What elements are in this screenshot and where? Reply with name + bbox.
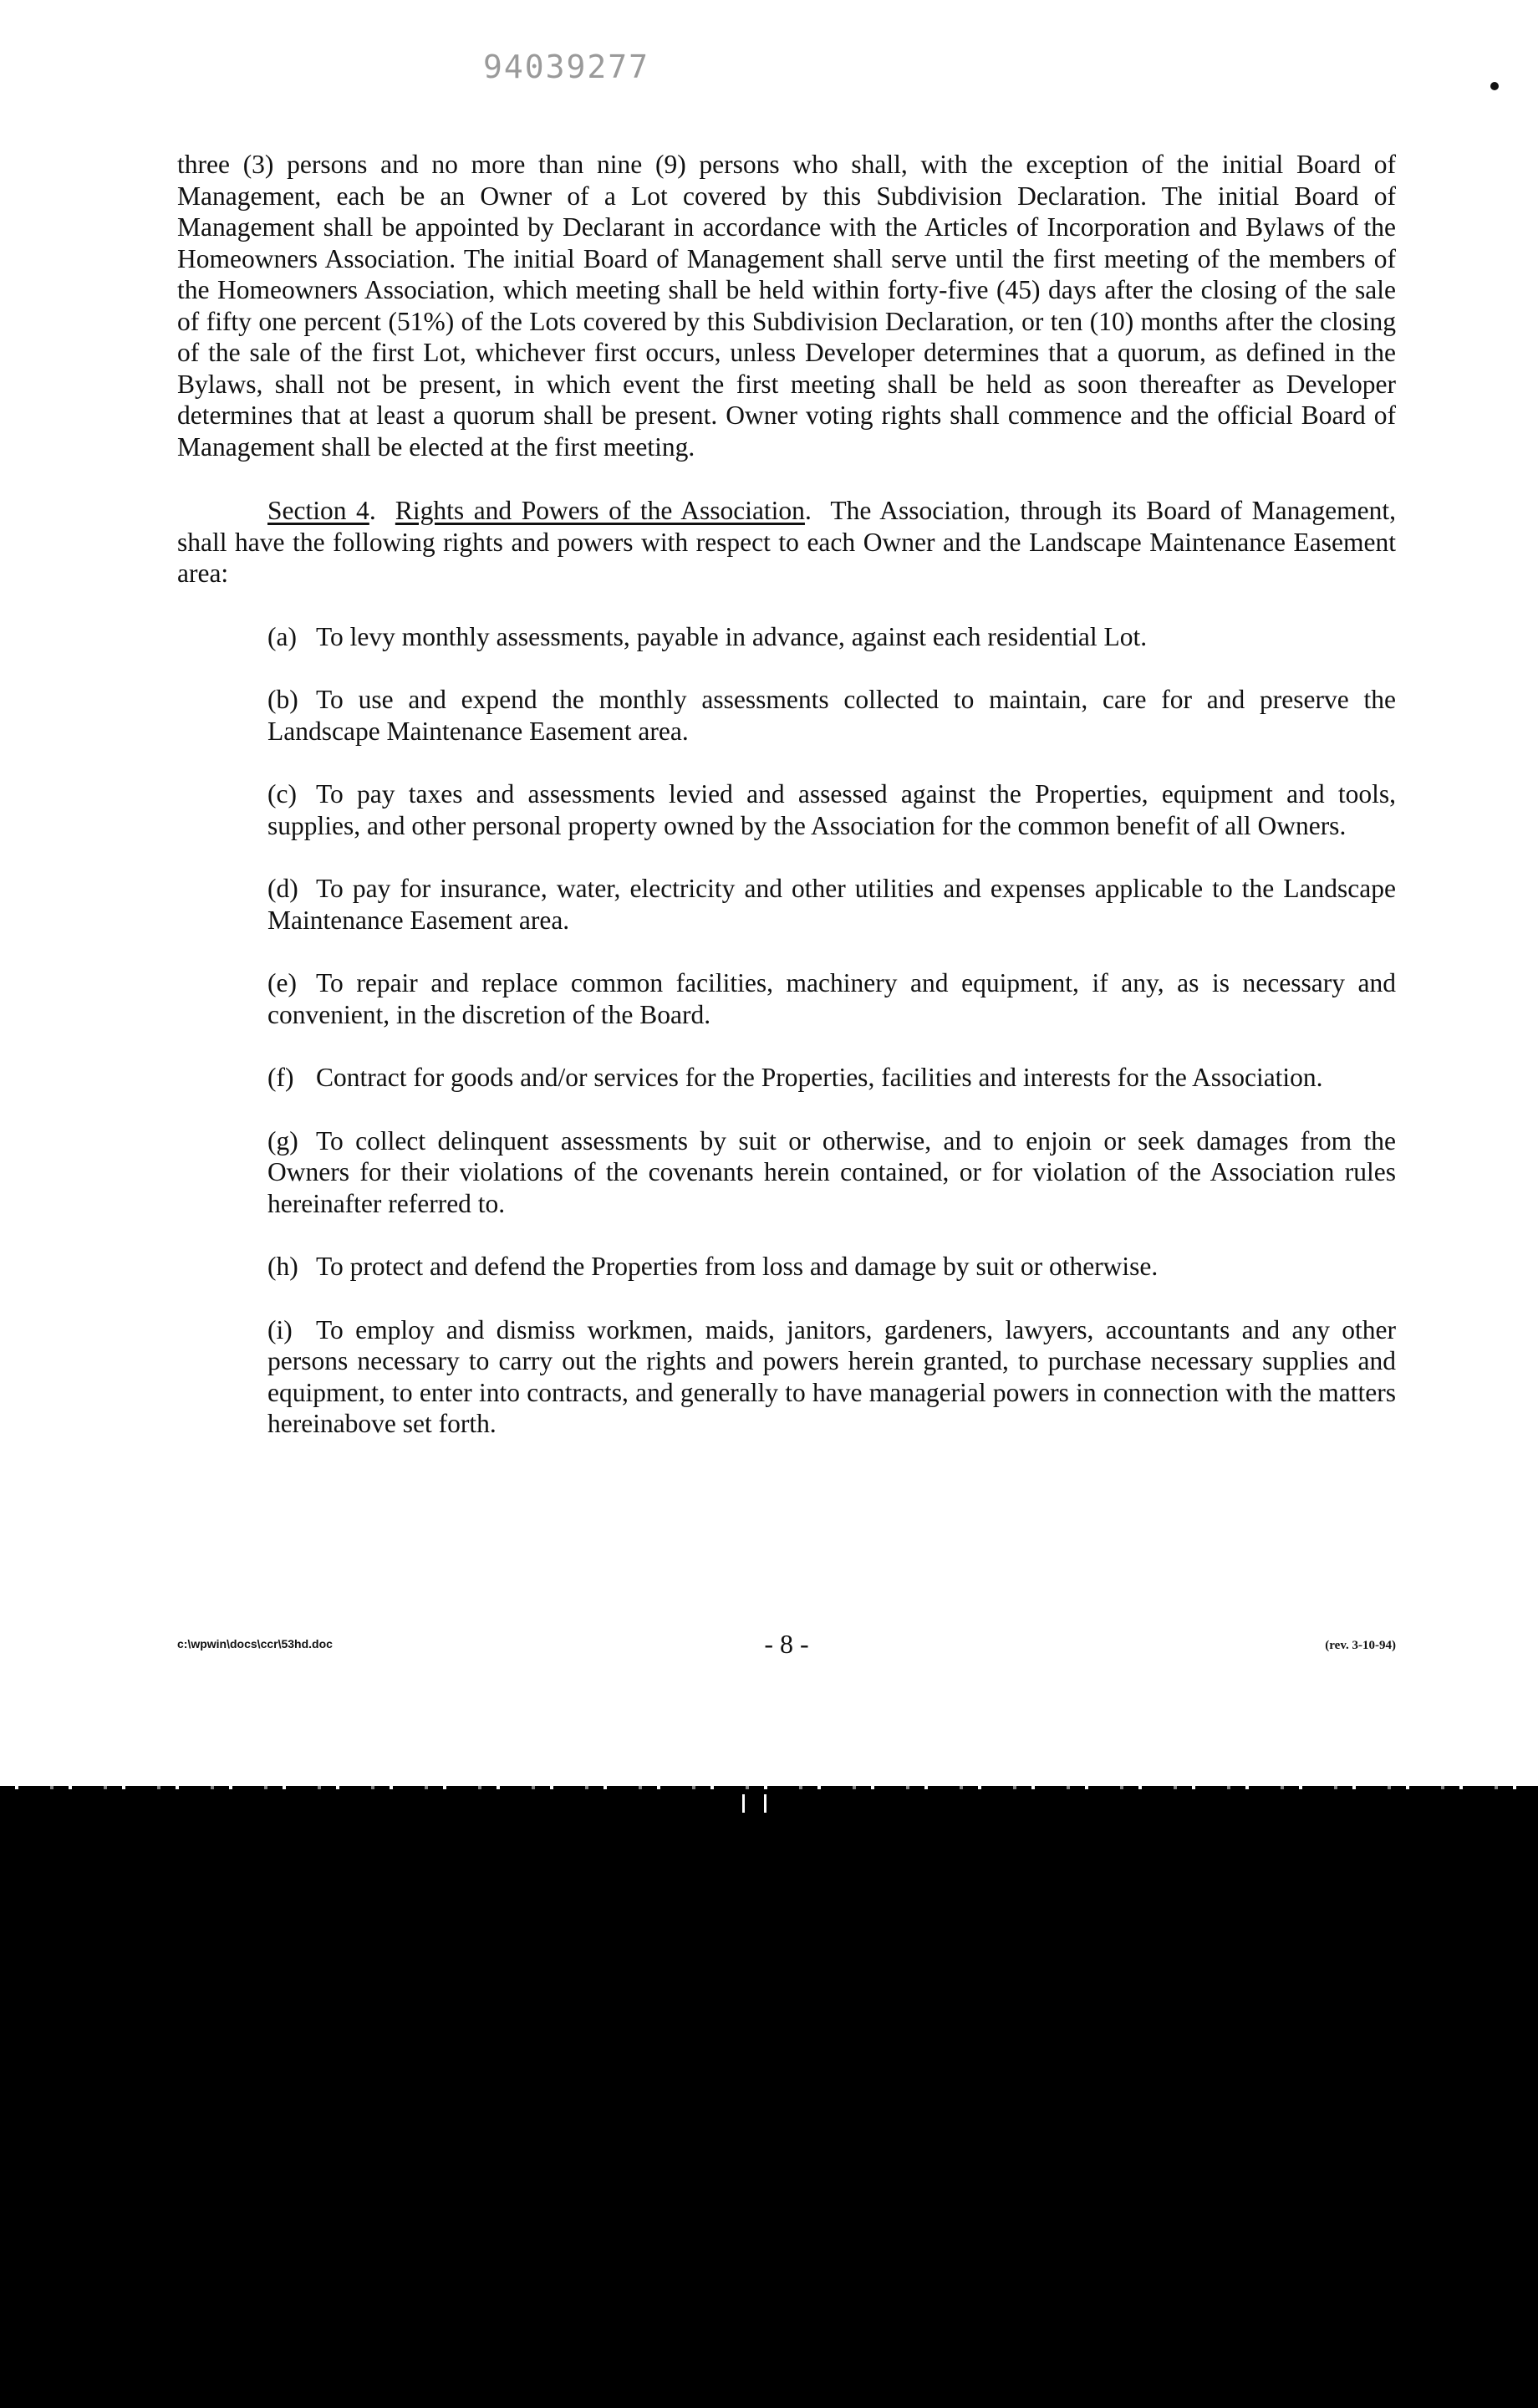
item-label: (g) (267, 1125, 298, 1156)
section-number: Section 4 (267, 496, 369, 525)
list-item-b (267, 684, 1396, 747)
item-label: (i) (267, 1314, 293, 1344)
document-body (177, 149, 1396, 1472)
item-text: To collect delinquent assessments by suit or otherwise, and to enjoin or seek damages from the Owners for their violations of the covenants herein contained, or for violation of the Association rules hereinafter referred to. (267, 1125, 1396, 1218)
list-item-f (267, 1062, 1396, 1094)
list-item-g (267, 1125, 1396, 1220)
item-text: To levy monthly assessments, payable in advance, against each residential Lot. (316, 621, 1148, 651)
item-label: (a) (267, 621, 297, 651)
list-item-d (267, 873, 1396, 936)
item-text: To repair and replace common facilities, machinery and equipment, if any, as is necessary and convenient, in the discretion of the Board. (267, 968, 1396, 1029)
scan-tick-mark (764, 1794, 766, 1813)
section-title: Rights and Powers of the Association (395, 496, 805, 525)
item-text: To use and expend the monthly assessments collected to maintain, care for and preserve the Landscape Maintenance Easement area. (267, 685, 1396, 746)
item-label: (b) (267, 685, 298, 714)
scan-dot-mark (1490, 82, 1499, 90)
footer-revision: (rev. 3-10-94) (1325, 1639, 1396, 1652)
document-stamp: 94039277 (483, 48, 650, 85)
item-text: To protect and defend the Properties from loss and damage by suit or otherwise. (316, 1252, 1159, 1281)
intro-paragraph: three (3) persons and no more than nine (9) persons who shall, with the exception of the initial Board of Management, each be an Owner of a Lot covered by this Subdivision Declaration. The initial Board of Management shall be appointed by Declarant in accordance with the Articles of Incorporation and Bylaws of the Homeowners Association. The initial Board of Management shall serve until the first meeting of the members of the Homeowners Association, which meeting shall be held within forty-five (45) days after the closing of the sale of fifty one percent (51%) of the Lots covered by this Subdivision Declaration, or ten (10) months after the closing of the sale of the first Lot, whichever first occurs, unless Developer determines that a quorum, as defined in the Bylaws, shall not be present, in which event the first meeting shall be held as soon thereafter as Developer determines that at least a quorum shall be present. Owner voting rights shall commence and the official Board of Management shall be elected at the first meeting. (177, 150, 1396, 462)
item-text: Contract for goods and/or services for the Properties, facilities and interests for the Association. (316, 1063, 1323, 1092)
section-text: The Association, through its Board of Management, shall have the following rights and powers with respect to each Owner and the Landscape Maintenance Easement area: (177, 496, 1396, 588)
list-item-h (267, 1251, 1396, 1283)
item-label: (c) (267, 779, 297, 809)
list-item-i (267, 1314, 1396, 1440)
list-item-a (267, 621, 1396, 653)
item-label: (f) (267, 1063, 294, 1092)
scan-black-band (0, 1789, 1538, 2408)
scan-tick-mark (742, 1794, 745, 1813)
item-text: To pay for insurance, water, electricity and other utilities and expenses applicable to the Landscape Maintenance Easement area. (267, 874, 1396, 935)
item-text: To pay taxes and assessments levied and assessed against the Properties, equipment and tools, supplies, and other personal property owned by the Association for the common benefit of all Owners. (267, 779, 1396, 840)
footer-file-path: c:\wpwin\docs\ccr\53hd.doc (177, 1637, 333, 1650)
page-footer (177, 1629, 1396, 1662)
footer-page-number: - 8 - (764, 1629, 809, 1659)
list-item-e (267, 967, 1396, 1030)
section-4-paragraph: Section 4. Rights and Powers of the Association. The Association, through its Board of Management, shall have the following rights and powers with respect to each Owner and the Landscape Maintenance Easement area: (177, 496, 1396, 588)
item-label: (e) (267, 968, 297, 997)
item-text: To employ and dismiss workmen, maids, janitors, gardeners, lawyers, accountants and any other persons necessary to carry out the rights and powers herein granted, to purchase necessary supplies and equipment, to enter into contracts, and generally to have managerial powers in connection with the matters hereinabove set forth. (267, 1314, 1396, 1438)
item-label: (d) (267, 874, 298, 903)
item-label: (h) (267, 1252, 298, 1281)
list-item-c (267, 778, 1396, 841)
